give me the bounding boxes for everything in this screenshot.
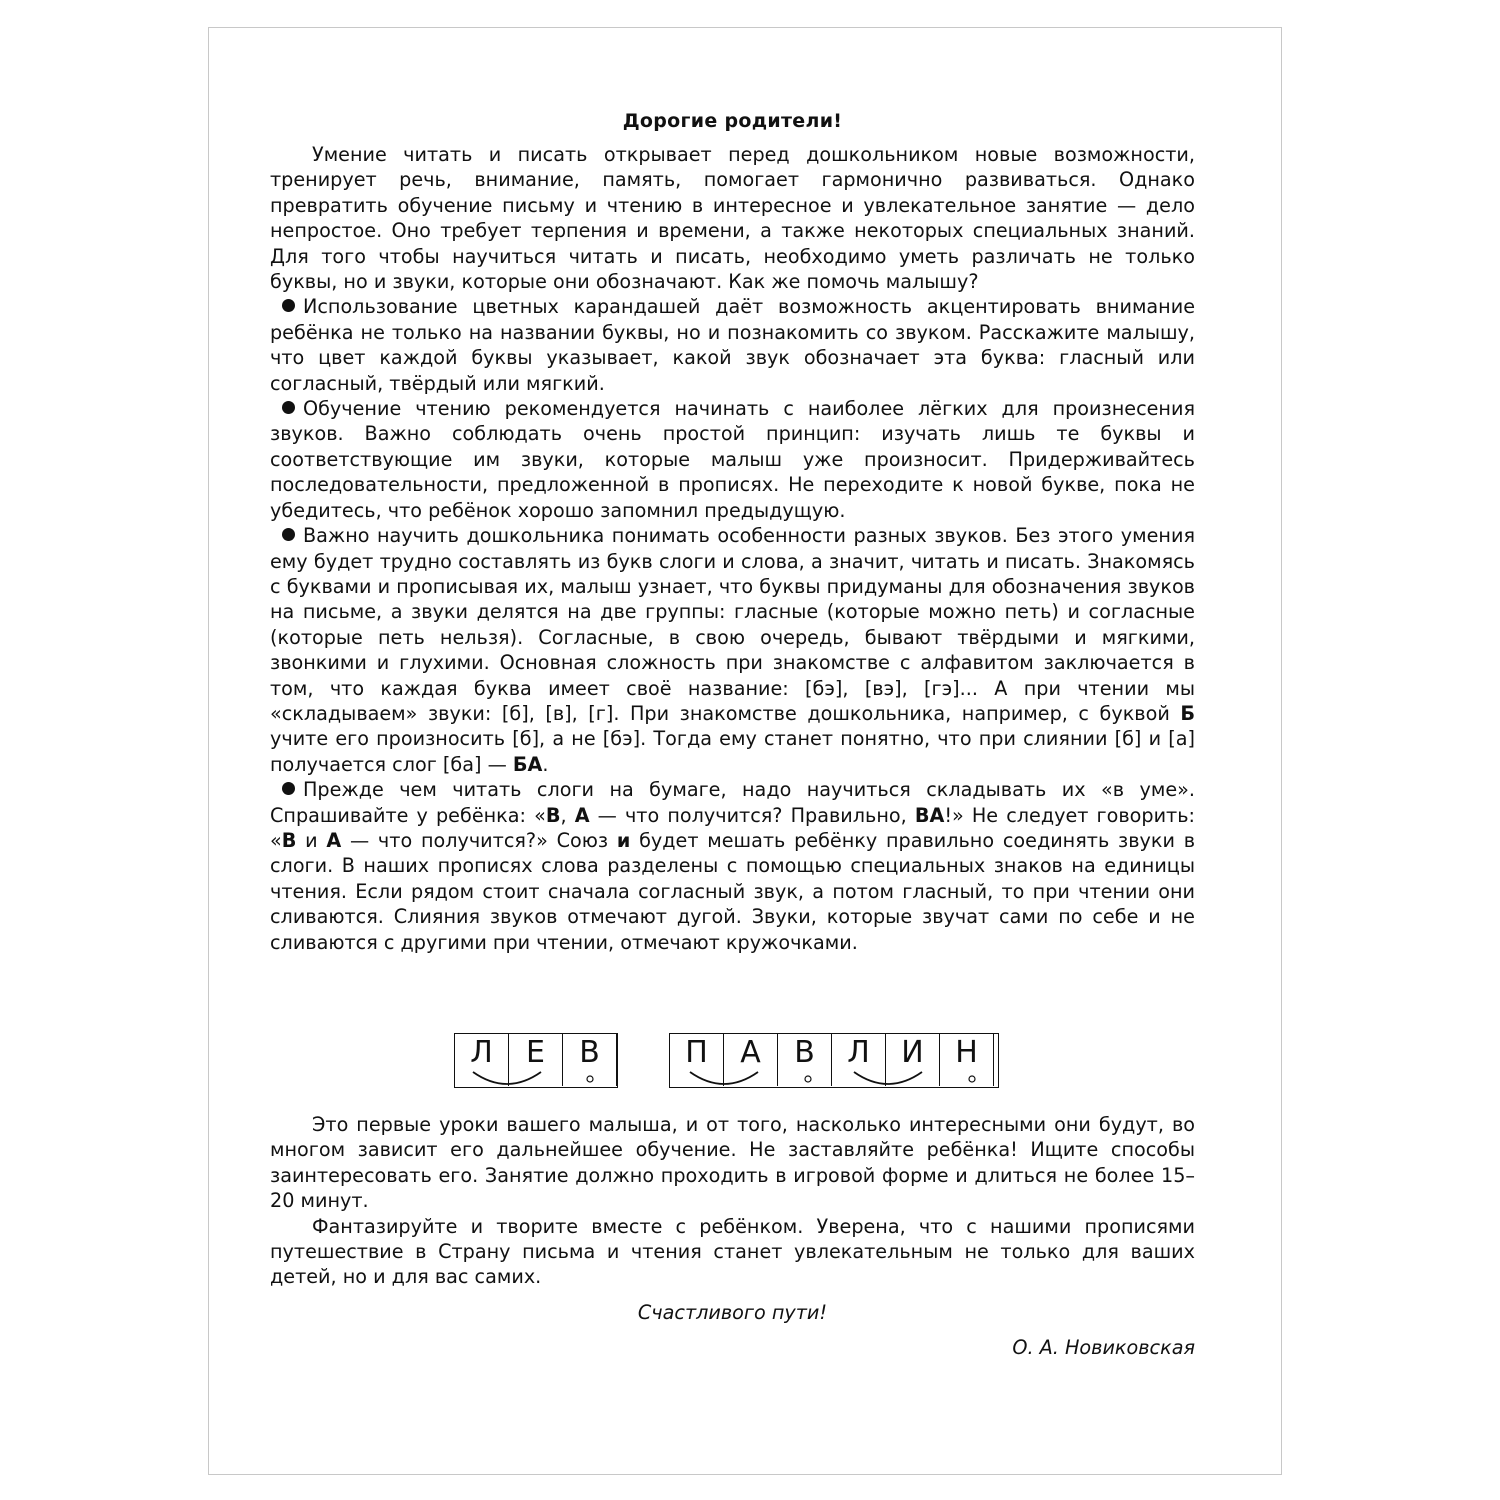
bullet-paragraph-1: Использование цветных карандашей даёт возможность акцентировать внимание ребёнка не только на названии буквы, но и познакомить со звуком. Расскажите малышу, что цвет каждой буквы указывает, какой звук обозначает эта буква: гласный или согласный, твёрдый или мягкий. bbox=[270, 295, 1195, 395]
bullet-dot-icon bbox=[282, 782, 295, 795]
bullet-dot-icon bbox=[282, 528, 295, 541]
bullet-dot-icon bbox=[282, 299, 295, 312]
word-pavlin bbox=[669, 1033, 999, 1088]
closing-paragraph-2: Фантазируйте и творите вместе с ребёнком. Уверена, что с нашими прописями путешествие в Страну письма и чтения станет увлекательным не только для ваших детей, но и для вас самих. bbox=[270, 1214, 1195, 1289]
bullet-paragraph-2: Обучение чтению рекомендуется начинать с наиболее лёгких для произнесения звуков. Важно соблюдать очень простой принцип: изучать лишь те буквы и соответствующие им звуки, которые малыш уже произносит. Придерживайтесь последовательности, предложенной в прописях. Не переходите к новой букве, пока не убедитесь, что ребёнок хорошо запомнил предыдущую. bbox=[270, 397, 1195, 522]
letter-cell: Л bbox=[832, 1034, 886, 1086]
main-text bbox=[270, 110, 1195, 955]
closing-wish: Счастливого пути! bbox=[637, 1301, 828, 1324]
bullet-paragraph-4: Прежде чем читать слоги на бумаге, надо научиться складывать их «в уме». Спрашивайте у ребёнка: «В, А — что получится? Правильно, ВА!» Не следует говорить: «В и А — что получится?» Союз и будет мешать ребёнку правильно соединять звуки в слоги. В наших прописях слова разделены с помощью специальных знаков на единицы чтения. Если рядом стоит сначала согласный звук, а потом гласный, то при чтении они сливаются. Слияния звуков отмечают дугой. Звуки, которые звучат сами по себе и не сливаются с другими при чтении, отмечают кружочками. bbox=[270, 778, 1196, 954]
letter-cell: И bbox=[886, 1034, 940, 1086]
intro-paragraph: Умение читать и писать открывает перед дошкольником новые возможности, тренирует речь, внимание, память, помогает гармонично развиваться. Однако превратить обучение письму и чтению в интересное и увлекательное занятие — дело непростое. Оно требует терпения и времени, а также некоторых специальных знаний. Для того чтобы научиться читать и писать, необходимо уметь различать не только буквы, но и звуки, которые они обозначают. Как же помочь малышу? bbox=[270, 143, 1195, 294]
bullet-dot-icon bbox=[282, 401, 295, 414]
syllable-examples bbox=[454, 1033, 1004, 1089]
author-signature: О. А. Новиковская bbox=[1012, 1336, 1195, 1359]
page-title: Дорогие родители! bbox=[622, 110, 843, 132]
letter-cell: А bbox=[724, 1034, 778, 1086]
bullet-paragraph-3: Важно научить дошкольника понимать особенности разных звуков. Без этого умения ему будет трудно составлять из букв слоги и слова, а значит, читать и писать. Знакомясь с буквами и прописывая их, малыш узнает, что буквы придуманы для обозначения звуков на письме, а звуки делятся на две группы: гласные (которые можно петь) и согласные (которые петь нельзя). Согласные, в свою очередь, бывают твёрдыми и мягкими, звонкими и глухими. Основная сложность при знакомстве с алфавитом заключается в том, что каждая буква имеет своё название: [бэ], [вэ], [гэ]... А при чтении мы «складываем» звуки: [б], [в], [г]. При знакомстве дошкольника, например, с буквой Б учите его произносить [б], а не [бэ]. Тогда ему станет понятно, что при слиянии [б] и [а] получается слог [ба] — БА. bbox=[270, 524, 1195, 776]
letter-cell: Л bbox=[455, 1034, 509, 1086]
closing-paragraph-1: Это первые уроки вашего малыша, и от того, насколько интересными они будут, во многом зависит его дальнейшее обучение. Не заставляйте ребёнка! Ищите способы заинтересовать его. Занятие должно проходить в игровой форме и длиться не более 15–20 минут. bbox=[270, 1113, 1195, 1213]
letter-cell: В bbox=[563, 1034, 617, 1086]
closing-text bbox=[270, 1112, 1195, 1290]
letter-cell: В bbox=[778, 1034, 832, 1086]
word-lev bbox=[454, 1033, 618, 1088]
letter-cell: П bbox=[670, 1034, 724, 1086]
letter-cell: Е bbox=[509, 1034, 563, 1086]
letter-cell: Н bbox=[940, 1034, 994, 1086]
